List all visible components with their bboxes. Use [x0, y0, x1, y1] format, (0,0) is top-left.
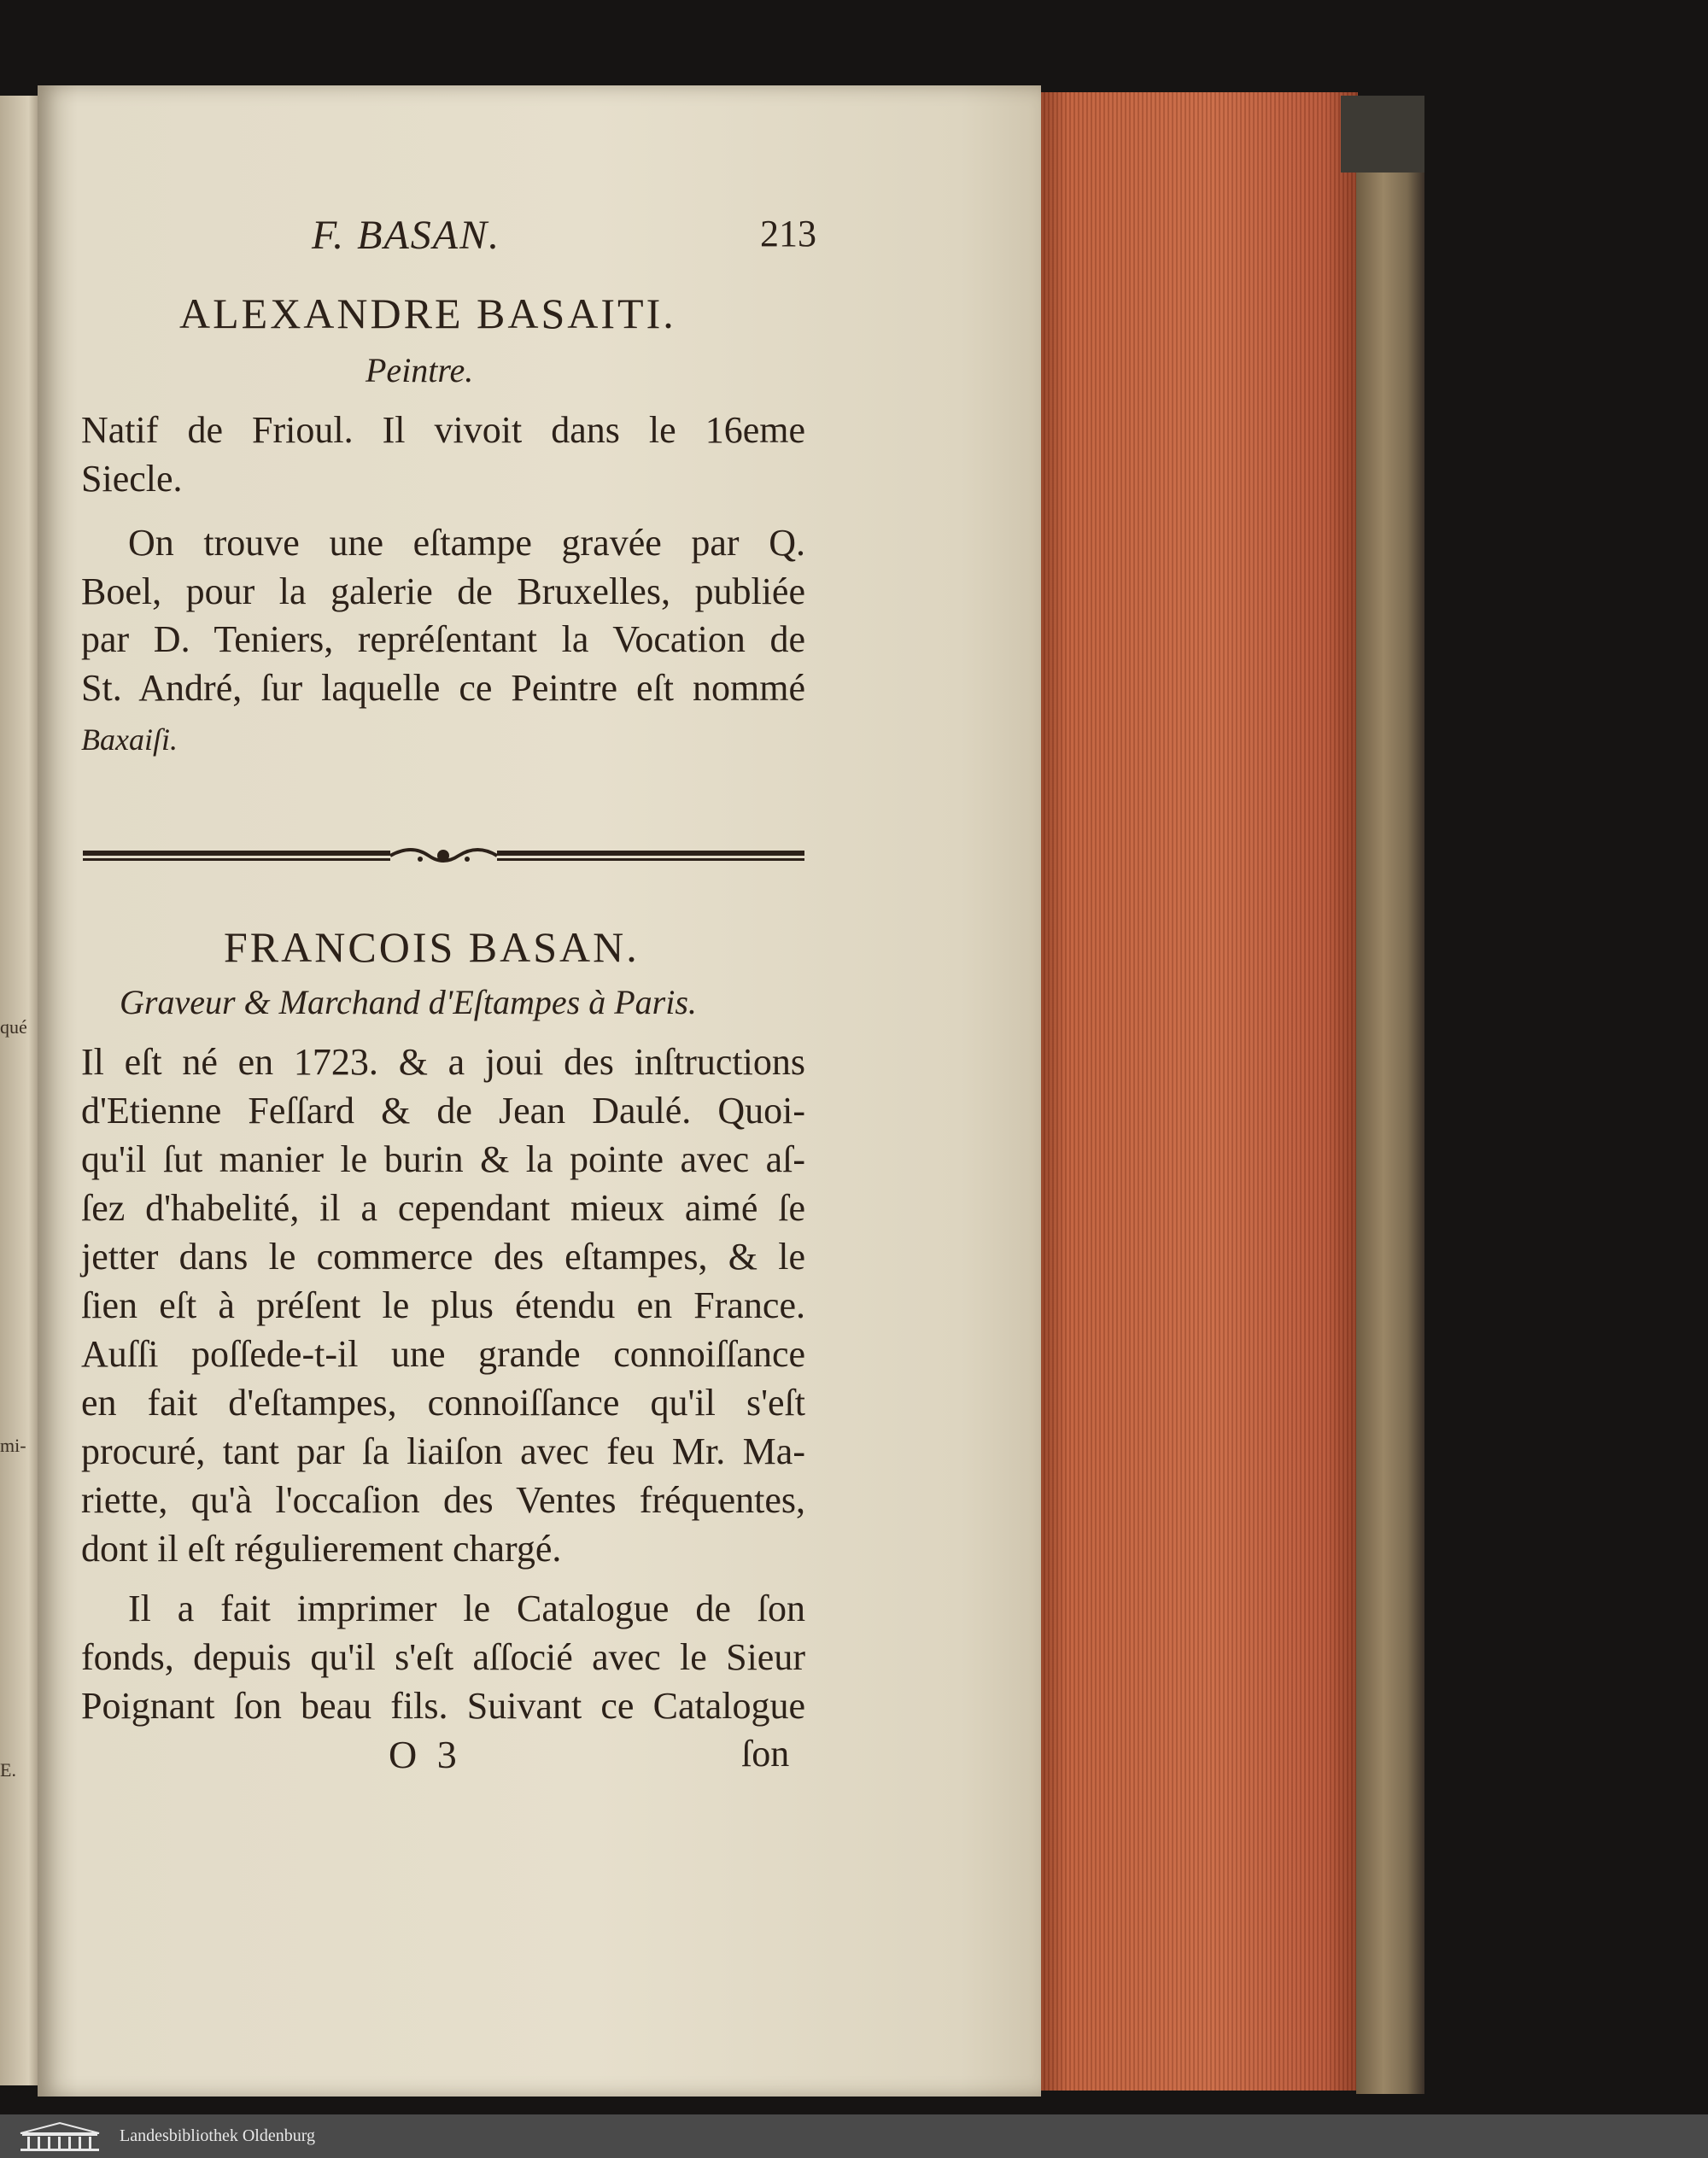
- catchword: ſon: [741, 1733, 790, 1775]
- body-line: Natif de Frioul. Il vivoit dans le 16eme: [81, 409, 805, 451]
- body-line: par D. Teniers, repréſentant la Vocation de: [81, 618, 805, 660]
- body-line: Baxaiſi.: [81, 722, 178, 757]
- body-line: procuré, tant par ſa liaiſon avec feu Mr. Ma-: [81, 1430, 805, 1472]
- body-line: ſez d'habelité, il a cependant mieux aimé ſe: [81, 1187, 805, 1229]
- previous-page-edge: [0, 96, 41, 2085]
- left-page-fragment: mi-: [0, 1435, 26, 1456]
- body-line: qu'il ſut manier le burin & la pointe avec aſ-: [81, 1138, 805, 1180]
- left-page-fragment: E.: [0, 1759, 16, 1781]
- body-line: ſien eſt à préſent le plus étendu en France.: [81, 1284, 805, 1326]
- body-line: On trouve une eſtampe gravée par Q.: [128, 522, 805, 564]
- book-cover-corner: [1341, 96, 1424, 173]
- page-number: 213: [760, 213, 816, 254]
- left-page-fragment: qué: [0, 1016, 27, 1038]
- book-cover-edge: [1356, 96, 1424, 2094]
- body-line: dont il eſt régulierement chargé.: [81, 1528, 562, 1570]
- entry-heading: ALEXANDRE BASAITI.: [179, 289, 676, 337]
- body-line: St. André, ſur laquelle ce Peintre eſt nommé: [81, 667, 805, 709]
- body-line: jetter dans le commerce des eſtampes, & le: [81, 1236, 805, 1278]
- body-line: d'Etienne Feſſard & de Jean Daulé. Quoi-: [81, 1090, 805, 1132]
- body-line: Il a fait imprimer le Catalogue de ſon: [128, 1588, 805, 1629]
- body-line: Boel, pour la galerie de Bruxelles, publiée: [81, 570, 805, 612]
- body-line: fonds, depuis qu'il s'eſt aſſocié avec le Sieur: [81, 1636, 805, 1678]
- footer-label: Landesbibliothek Oldenburg: [120, 2126, 316, 2145]
- body-line: en fait d'eſtampes, connoiſſance qu'il s'eſt: [81, 1382, 805, 1424]
- entry-role: Graveur & Marchand d'Eſtampes à Paris.: [120, 983, 697, 1021]
- entry-role: Peintre.: [366, 351, 474, 389]
- running-head: F. BASAN.: [312, 213, 501, 258]
- library-building-icon: [19, 2121, 101, 2152]
- body-line: riette, qu'à l'occaſion des Ventes fréquentes,: [81, 1479, 805, 1521]
- page-fore-edge: [1035, 92, 1358, 2091]
- ornamental-divider: [83, 844, 804, 868]
- body-line: Il eſt né en 1723. & a joui des inſtructions: [81, 1041, 805, 1083]
- signature-mark: O 3: [389, 1733, 462, 1776]
- entry-heading: FRANCOIS BASAN.: [224, 923, 640, 971]
- body-line: Auſſi poſſede-t-il une grande connoiſſance: [81, 1333, 805, 1375]
- body-line: Siecle.: [81, 458, 183, 500]
- body-line: Poignant ſon beau fils. Suivant ce Catalogue: [81, 1685, 805, 1727]
- footer-bar: [0, 2114, 1708, 2158]
